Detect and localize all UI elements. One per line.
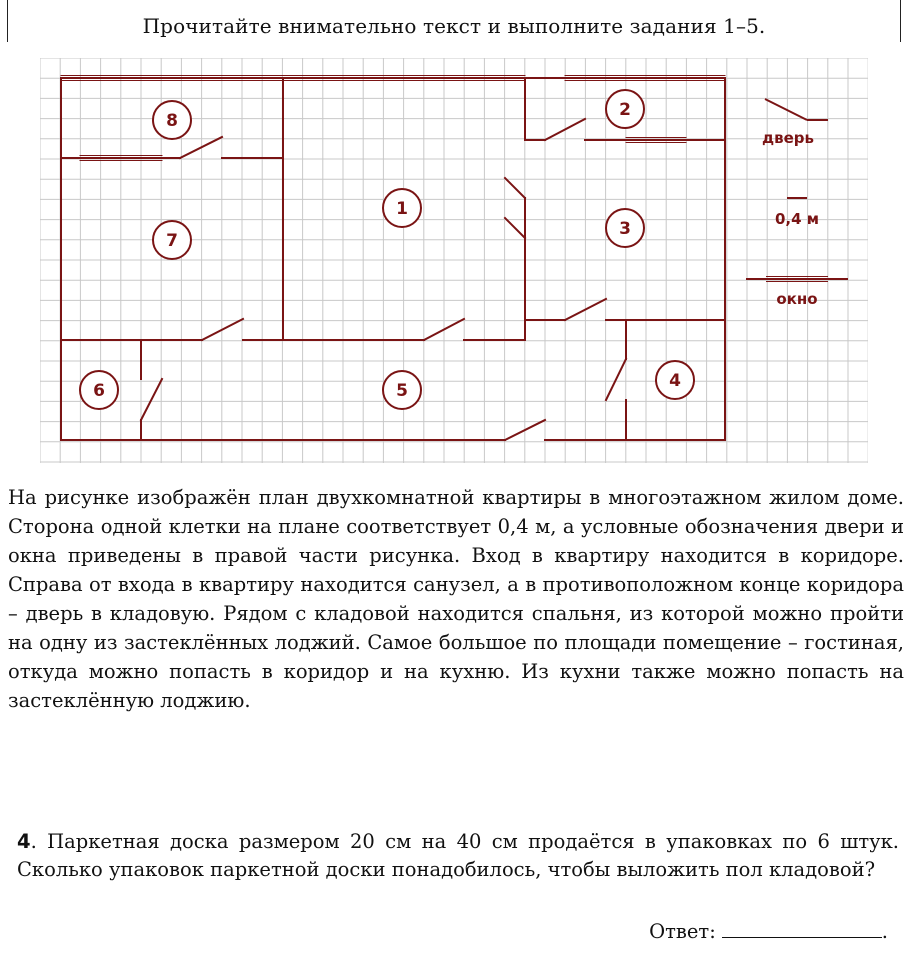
legend-scale-label: 0,4 м (774, 210, 820, 228)
legend-window-icon (746, 277, 848, 282)
header-box (7, 0, 901, 42)
task-text: . Паркетная доска размером 20 см на 40 см продаётся в упаковках по 6 штук. Сколько упаковок паркетной доски понадобилось, чтобы выложить пол кладовой? (17, 830, 899, 881)
legend-door-icon (765, 99, 828, 120)
door-leaf (505, 178, 525, 198)
apartment-plan (40, 58, 868, 463)
room-marker-7 (153, 221, 191, 259)
room-marker-4 (656, 361, 694, 399)
page-title: Прочитайте внимательно текст и выполните задания 1–5. (142, 14, 766, 38)
answer-input-line[interactable] (722, 917, 882, 938)
intro-paragraph: На рисунке изображён план двухкомнатной квартиры в многоэтажном жилом доме. Сторона одной клетки на плане соответствует 0,4 м, а условные обозначения двери и окна приведены в правой части рисунка. Вход в квартиру находится в коридоре. Справа от входа в квартиру находится санузел, а в противоположном конце коридора – дверь в кладовую. Рядом с кладовой находится спальня, из которой можно пройти на одну из застеклённых лоджий. Самое большое по площади помещение – гостиная, откуда можно попасть в коридор и на кухню. Из кухни также можно попасть на застеклённую лоджию. (8, 486, 904, 712)
room-marker-1 (383, 189, 421, 227)
task-number: 4 (17, 830, 31, 853)
answer-label: Ответ: (649, 920, 716, 943)
svg-text:1: 1 (396, 199, 408, 219)
door-leaf (141, 379, 162, 420)
task-4 (17, 828, 899, 884)
svg-text:3: 3 (619, 219, 631, 239)
legend-window-label: окно (776, 290, 818, 308)
door-leaf (505, 218, 525, 238)
room-marker-2 (606, 90, 644, 128)
answer-suffix: . (881, 920, 888, 943)
door-leaf (180, 137, 222, 158)
legend-door-label: дверь (761, 129, 815, 147)
svg-text:6: 6 (93, 381, 105, 401)
room-marker-5 (383, 371, 421, 409)
legend (746, 99, 848, 308)
room-marker-8 (153, 101, 191, 139)
svg-text:2: 2 (619, 100, 631, 120)
svg-text:8: 8 (166, 111, 178, 131)
svg-text:5: 5 (396, 381, 408, 401)
answer-row (649, 917, 888, 943)
svg-text:4: 4 (669, 371, 681, 391)
door-leaf (606, 359, 626, 400)
svg-text:7: 7 (166, 231, 178, 251)
room-marker-3 (606, 209, 644, 247)
room-marker-6 (80, 371, 118, 409)
door-leaf (202, 319, 243, 340)
